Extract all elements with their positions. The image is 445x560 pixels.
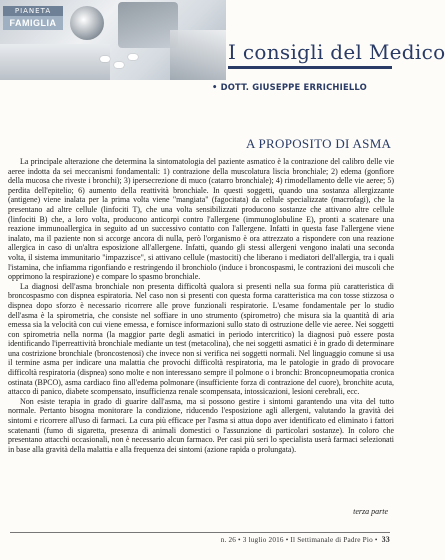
article-body [8, 157, 394, 454]
bullet-icon: • [212, 82, 218, 92]
footer-text [221, 535, 390, 544]
header-photo [0, 0, 226, 80]
paragraph: La principale alterazione che determina la sintomatologia del paziente asmatico è la contrazione del calibro delle vie aeree indotta da sei meccanismi fondamentali: 1) contrazione della muscolatura liscia bronchiale; 2) edema (gonfiore della mucosa che riveste i bronchi); 3) ipersecrezione di muco (catarro bronchiale); 4) rimodellamento delle vie aeree; 5) perdita dell'epitelio; 6) aumento della reattività bronchiale. In questi soggetti, quando una sostanza allergizzante (antigene) viene inalata per la prima volta viene "mangiata" (fagocitata) da cellule specializzate (macrofagi), che la presentano ad altre cellule (linfociti T), che una volta sensibilizzati producono sostanze che attivano altre cellule (linfociti B) che, a loro volta, producono anticorpi contro l'allergene (immunoglobuline E), pronti a scatenare una reazione immunoallergica in seguito ad un successivo contatto con l'allergene. Infatti in questa fase l'allergene viene inalato, ma il paziente non si accorge ancora di nulla, però l'organismo è ora attrezzato a rispondere con una reazione allergica in caso di un'altra esposizione all'allergene. Infatti, quando gli stessi allergeni vengono inalati una seconda volta, il sistema immunitario "impazzisce", si attivano cellule (mastociti) che liberano i mediatori dell'allergia, tra i quali l'istamina, che infiamma rigonfiando e restringendo il bronchiolo (induce i broncospasmi, le contrazioni dei muscoli che opprimono la respirazione) e compare lo spasmo bronchiale. [8, 157, 394, 282]
footer-rule [10, 532, 390, 533]
issue-info: n. 26 • 3 luglio 2016 • Il Settimanale di Padre Pio • [220, 536, 378, 544]
author-line [212, 82, 367, 92]
article-title: A PROPOSITO DI ASMA [246, 136, 392, 151]
brand-bottom-label: FAMIGLIA [3, 16, 63, 30]
signoff: terza parte [353, 507, 388, 516]
series-title: I consigli del Medico [228, 40, 445, 64]
title-rule [228, 66, 392, 69]
brand-logo [3, 6, 63, 44]
paragraph: La diagnosi dell'asma bronchiale non presenta difficoltà qualora si presenti nella sua forma più caratteristica di broncospasmo con dispnea espiratoria. Nel caso non si presenti con questa forma caratteristica ma con tosse stizzosa o dispnea dopo sforzo è necessario ricorrere alle prove funzionali respiratorie. L'esame fondamentale per lo studio dell'asma è la spirometria, che consiste nel soffiare in uno strumento (spirometro) che misura sia la quantità di aria emessa sia la velocità con cui viene emessa, e fornisce informazioni sullo stato di ostruzione delle vie aeree. Nei soggetti con spirometria nella norma (la maggior parte degli asmatici in periodo intercritico) la diagnosi può essere posta identificando l'iperreattività bronchiale mediante un test (metacolina), che nei soggetti asmatici è in grado di determinare una costrizione bronchiale (broncostenosi) che invece non si verifica nei soggetti normali. Nel linguaggio comune si usa il termine asma per indicare una malattia che provochi difficoltà respiratoria, ma le patologie in grado di provocare difficoltà respiratoria (dispnea) sono molte e non interessano sempre il polmone o i bronchi: Broncopneumopatia cronica ostinata (BPCO), asma cardiaco fino all'edema polmonare (insufficiente forza di contrazione del cuore), bronchite acuta, attacco di panico, diabete scompensato, insufficienza renale scompensata, intossicazioni, lesioni cerebrali, ecc. [8, 281, 394, 397]
page-number: 33 [381, 535, 390, 544]
page-footer [0, 532, 400, 546]
brand-top-label: PIANETA [3, 6, 63, 16]
header [0, 0, 445, 80]
author-name: DOTT. GIUSEPPE ERRICHIELLO [220, 82, 367, 92]
paragraph: Non esiste terapia in grado di guarire dall'asma, ma si possono gestire i sintomi garantendo una vita del tutto normale. Pertanto bisogna monitorare la condizione, riducendo l'esposizione agli allergeni, valutando la gravità dei sintomi e ricorrere all'uso di farmaci. La cura più efficace per l'asma si attua dopo aver identificato ed eliminato i fattori scatenanti (fumo di sigaretta, presenza di animali domestici o l'assunzione di particolari sostanze). In coloro che presentano attacchi occasionali, non è necessario alcun farmaco. Per casi più seri lo specialista userà farmaci selezionati in base alla gravità della malattia e alla frequenza dei sintomi (azione rapida o prolungata). [8, 396, 394, 454]
stethoscope-image [70, 6, 104, 40]
